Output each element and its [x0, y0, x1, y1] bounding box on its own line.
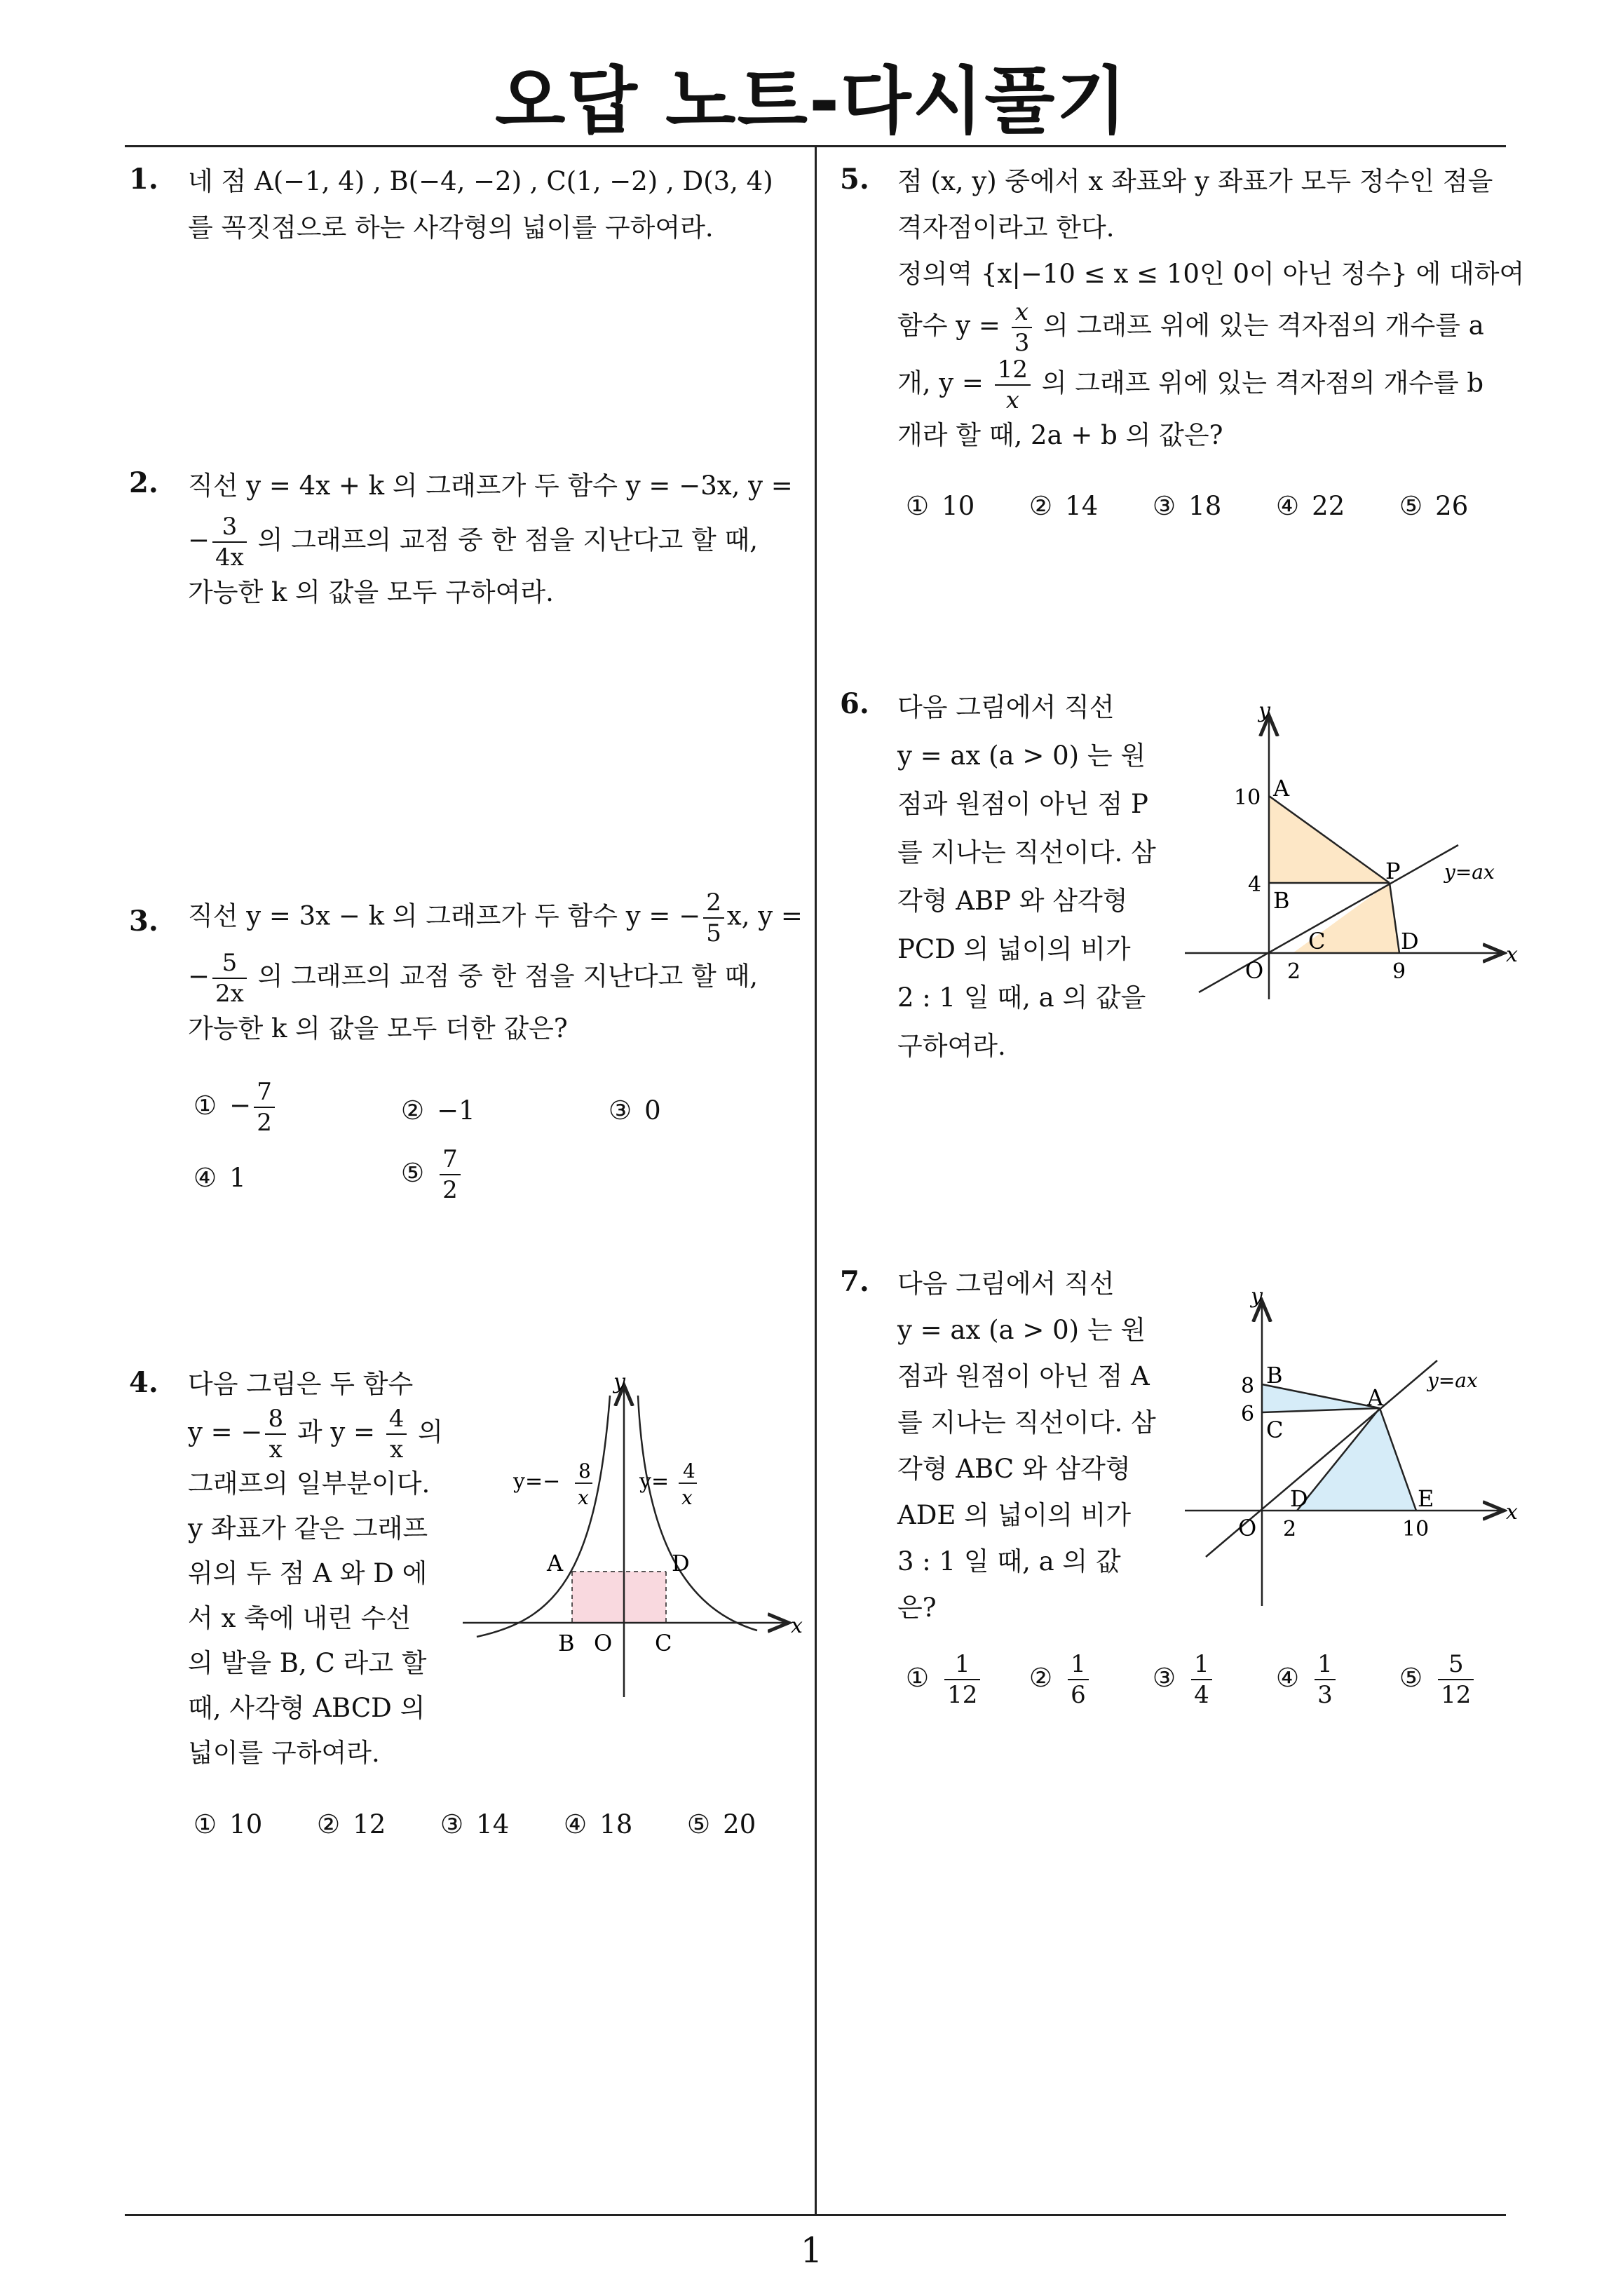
choice-value: 0 — [644, 1095, 661, 1126]
q3-minus: − — [188, 961, 210, 992]
tick-10: 10 — [1234, 785, 1261, 810]
point-b-label: B — [1266, 1362, 1283, 1389]
choice-num: 5 — [1438, 1652, 1474, 1680]
q5-text — [897, 158, 1525, 459]
q5-fraction-1 — [1012, 300, 1033, 355]
choice-mark: ① — [193, 1809, 217, 1839]
choice-mark: ③ — [1153, 1662, 1176, 1693]
y-axis-label: y — [613, 1370, 625, 1394]
q3-choice-2[interactable] — [401, 1095, 475, 1126]
choice-mark: ⑤ — [687, 1809, 711, 1839]
q5-line-1: 점 (x, y) 중에서 x 좌표와 y 좌표가 모두 정수인 점을 — [897, 166, 1493, 196]
q3-line-2-rest: 의 그래프의 교점 중 한 점을 지난다고 할 때, — [249, 961, 759, 992]
choice-den: 2 — [442, 1176, 458, 1204]
q4-line-1: 다음 그림은 두 함수 — [188, 1369, 414, 1399]
y-axis-label: y — [1251, 1284, 1263, 1309]
choice-value: 14 — [1065, 491, 1099, 521]
choice-fraction — [1438, 1652, 1474, 1707]
q4-eq1-pre: y = − — [188, 1417, 263, 1447]
q5-frac2-den: x — [1005, 386, 1019, 414]
choice-fraction — [1315, 1652, 1336, 1707]
q4-choice-1[interactable] — [193, 1809, 262, 1839]
point-c-label: C — [655, 1630, 672, 1656]
q3-line-1 — [188, 891, 805, 945]
choice-mark: ④ — [564, 1809, 588, 1839]
q5-choice-3[interactable] — [1153, 491, 1221, 521]
q5-line-3: 정의역 {x|−10 ≤ x ≤ 10인 0이 아닌 정수} 에 대하여 — [897, 259, 1525, 289]
bottom-rule — [125, 2214, 1506, 2216]
q5-frac1-den: 3 — [1014, 329, 1030, 357]
origin-label: O — [1245, 957, 1264, 984]
q4-line-7: 의 발을 B, C 라고 할 — [188, 1648, 427, 1678]
tick-10: 10 — [1402, 1517, 1430, 1541]
point-c-label: C — [1308, 928, 1326, 954]
label-left-den: x — [578, 1486, 589, 1509]
q5-line-5-post: 의 그래프 위에 있는 격자점의 개수를 b — [1033, 367, 1484, 398]
q2-line-2-rest: 의 그래프의 교점 중 한 점을 지난다고 할 때, — [249, 525, 759, 555]
q4-figure — [456, 1368, 806, 1711]
q2-line-2 — [188, 513, 805, 572]
q4-choice-4[interactable] — [564, 1809, 632, 1839]
q6-number: 6. — [840, 687, 869, 720]
q3-choices — [193, 1080, 810, 1220]
q4-frac1-den: x — [269, 1436, 283, 1464]
q7-line-4: 를 지나는 직선이다. 삼 — [897, 1407, 1156, 1438]
choice-mark: ④ — [1276, 1662, 1300, 1693]
choice-num: 1 — [1191, 1652, 1212, 1680]
q7-line-8: 은? — [897, 1593, 937, 1623]
q7-line-6: ADE 의 넓이의 비가 — [897, 1500, 1132, 1530]
q6-figure — [1178, 698, 1521, 1006]
choice-mark: ⑤ — [401, 1157, 425, 1188]
choice-mark: ③ — [1153, 491, 1176, 521]
q7-choice-1[interactable] — [906, 1652, 983, 1707]
q4-line-2-post: 의 — [409, 1417, 443, 1447]
choice-fraction — [1068, 1652, 1089, 1707]
q2-frac-den: 4x — [215, 543, 244, 572]
choice-value: 1 — [229, 1163, 246, 1193]
column-divider — [815, 145, 817, 2214]
choice-mark: ③ — [440, 1809, 464, 1839]
y-axis-label: y — [1258, 698, 1270, 723]
q5-fraction-2 — [995, 358, 1031, 412]
q4-text — [188, 1362, 454, 1776]
q4-frac2-den: x — [390, 1436, 404, 1464]
q3-text — [188, 891, 805, 1052]
q4-number: 4. — [129, 1366, 158, 1399]
q6-text — [897, 683, 1164, 1070]
x-axis-label: x — [1506, 1500, 1518, 1525]
q4-eq2-pre: 과 y = — [289, 1417, 383, 1447]
q7-line-5: 각형 ABC 와 삼각형 — [897, 1454, 1131, 1484]
x-axis-label: x — [1506, 943, 1518, 967]
q7-choices — [906, 1652, 1509, 1722]
q3-choice-5[interactable] — [401, 1147, 463, 1202]
point-c-label: C — [1266, 1417, 1284, 1443]
q4-choices — [193, 1809, 810, 1851]
q6-line-7: 2 : 1 일 때, a 의 값을 — [897, 982, 1146, 1013]
q5-line-4 — [897, 300, 1514, 355]
choice-value: 22 — [1312, 491, 1345, 521]
tick-6: 6 — [1241, 1402, 1255, 1426]
q4-frac2-num: 4 — [386, 1407, 407, 1435]
q7-line-2: y = ax (a > 0) 는 원 — [897, 1315, 1146, 1345]
point-b-label: B — [558, 1630, 575, 1656]
choice-value: 18 — [1188, 491, 1222, 521]
q5-choice-2[interactable] — [1029, 491, 1098, 521]
q4-frac1-num: 8 — [265, 1407, 286, 1435]
choice-num: 7 — [254, 1080, 275, 1108]
q4-fraction-2 — [386, 1405, 407, 1464]
q7-figure — [1178, 1276, 1521, 1613]
q1-number: 1. — [129, 163, 158, 196]
q2-text — [188, 463, 805, 616]
line-label: y=ax — [1444, 860, 1495, 884]
q5-line-6: 개라 할 때, 2a + b 의 값은? — [897, 420, 1223, 450]
q5-choice-5[interactable] — [1399, 491, 1468, 521]
choice-fraction — [440, 1147, 461, 1202]
q1-text — [188, 158, 805, 251]
choice-mark: ① — [906, 491, 930, 521]
choice-num: 1 — [1068, 1652, 1089, 1680]
choice-den: 6 — [1071, 1681, 1086, 1709]
point-d-label: D — [1401, 928, 1419, 954]
q3-frac1-num: 2 — [703, 891, 724, 919]
q3-choice-4[interactable] — [193, 1163, 246, 1193]
q3-fraction-1 — [703, 891, 724, 945]
q3-line-1-post: x, y = — [726, 900, 803, 931]
q4-fraction-1 — [265, 1405, 286, 1464]
q4-line-2 — [188, 1405, 454, 1464]
x-axis-label: x — [791, 1614, 803, 1638]
q3-frac1-den: 5 — [706, 919, 721, 947]
label-right-eq: y= — [639, 1469, 670, 1494]
q6-line-5: 각형 ABP 와 삼각형 — [897, 886, 1128, 916]
choice-mark: ② — [317, 1809, 341, 1839]
choice-fraction — [1191, 1652, 1212, 1707]
choice-mark: ③ — [609, 1095, 632, 1126]
choice-mark: ② — [1029, 491, 1053, 521]
q7-choice-2[interactable] — [1029, 1652, 1092, 1707]
q7-choice-4[interactable] — [1276, 1652, 1338, 1707]
choice-den: 12 — [947, 1681, 978, 1709]
choice-value: 10 — [942, 491, 975, 521]
choice-fraction — [254, 1080, 275, 1135]
choice-den: 2 — [257, 1109, 272, 1137]
choice-mark: ① — [193, 1090, 217, 1121]
q2-line-1: 직선 y = 4x + k 의 그래프가 두 함수 y = −3x, y = — [188, 471, 793, 501]
q2-line-3: 가능한 k 의 값을 모두 구하여라. — [188, 577, 554, 607]
q7-text — [897, 1261, 1164, 1631]
q6-line-4: 를 지나는 직선이다. 삼 — [897, 837, 1156, 867]
q5-choice-1[interactable] — [906, 491, 975, 521]
choice-den: 12 — [1441, 1681, 1472, 1709]
q5-choice-4[interactable] — [1276, 491, 1345, 521]
choice-mark: ① — [906, 1662, 930, 1693]
label-right-num: 4 — [683, 1459, 695, 1483]
choice-value: 12 — [353, 1809, 386, 1839]
q6-line-8: 구하여라. — [897, 1031, 1006, 1061]
q2-minus: − — [188, 525, 210, 555]
choice-value: 26 — [1435, 491, 1469, 521]
label-left-num: 8 — [578, 1459, 591, 1483]
q3-frac2-den: 2x — [215, 980, 244, 1008]
q3-line-2 — [188, 951, 805, 1006]
q3-frac2-num: 5 — [212, 951, 247, 979]
q5-choices — [906, 491, 1509, 533]
choice-value: 14 — [476, 1809, 510, 1839]
q4-line-8: 때, 사각형 ABCD 의 — [188, 1693, 426, 1723]
q4-line-5: 위의 두 점 A 와 D 에 — [188, 1558, 428, 1588]
origin-label: O — [1238, 1515, 1257, 1541]
point-d-label: D — [672, 1550, 690, 1576]
q2-number: 2. — [129, 466, 158, 499]
q7-number: 7. — [840, 1265, 869, 1298]
q3-line-3: 가능한 k 의 값을 모두 더한 값은? — [188, 1013, 568, 1044]
choice-fraction — [944, 1652, 980, 1707]
q3-choice-1[interactable] — [193, 1080, 278, 1135]
choice-value: 20 — [723, 1809, 756, 1839]
line-label: y=ax — [1427, 1369, 1478, 1392]
origin-label: O — [594, 1630, 613, 1656]
q5-frac2-num: 12 — [995, 358, 1031, 386]
choice-minus: − — [229, 1090, 252, 1121]
choice-mark: ⑤ — [1399, 491, 1423, 521]
choice-value: −1 — [437, 1095, 475, 1126]
q7-line-3: 점과 원점이 아닌 점 A — [897, 1361, 1150, 1391]
choice-den: 4 — [1194, 1681, 1209, 1709]
q5-line-5 — [897, 358, 1514, 412]
q5-line-2: 격자점이라고 한다. — [897, 212, 1115, 243]
q2-frac-num: 3 — [212, 515, 247, 543]
q3-fraction-2 — [212, 951, 247, 1006]
q6-line-2: y = ax (a > 0) 는 원 — [897, 741, 1146, 771]
choice-value: 10 — [229, 1809, 263, 1839]
tick-8: 8 — [1241, 1374, 1255, 1398]
q4-line-9: 넓이를 구하여라. — [188, 1738, 380, 1768]
point-e-label: E — [1418, 1485, 1434, 1512]
q5-line-4-pre: 함수 y = — [897, 310, 1009, 341]
choice-den: 3 — [1317, 1681, 1333, 1709]
q7-choice-5[interactable] — [1399, 1652, 1476, 1707]
q4-choice-5[interactable] — [687, 1809, 756, 1839]
choice-mark: ④ — [193, 1163, 217, 1193]
label-right-den: x — [681, 1486, 693, 1509]
choice-num: 7 — [440, 1147, 461, 1175]
q7-line-1: 다음 그림에서 직선 — [897, 1269, 1115, 1299]
q3-choice-3[interactable] — [609, 1095, 661, 1126]
choice-mark: ④ — [1276, 491, 1300, 521]
tick-2: 2 — [1283, 1517, 1297, 1541]
q7-line-7: 3 : 1 일 때, a 의 값 — [897, 1546, 1121, 1576]
choice-mark: ② — [1029, 1662, 1053, 1693]
choice-mark: ⑤ — [1399, 1662, 1423, 1693]
q4-rectangle-abcd — [572, 1572, 666, 1623]
q1-line-1: 네 점 A(−1, 4) , B(−4, −2) , C(1, −2) , D(3, 4) — [188, 166, 773, 196]
point-a-label: A — [1367, 1384, 1384, 1411]
point-a-label: A — [547, 1550, 564, 1576]
label-left-eq: y=− — [513, 1469, 561, 1494]
tick-4: 4 — [1248, 872, 1262, 897]
choice-num: 1 — [944, 1652, 980, 1680]
q2-fraction — [212, 513, 247, 572]
q5-number: 5. — [840, 163, 869, 196]
q6-line-1: 다음 그림에서 직선 — [897, 692, 1115, 722]
q4-line-6: 서 x 축에 내린 수선 — [188, 1603, 412, 1633]
point-d-label: D — [1290, 1485, 1308, 1512]
choice-mark: ② — [401, 1095, 425, 1126]
q4-line-4: y 좌표가 같은 그래프 — [188, 1513, 428, 1544]
q4-choice-2[interactable] — [317, 1809, 386, 1839]
point-p-label: P — [1385, 858, 1401, 884]
tick-2: 2 — [1287, 959, 1301, 984]
q4-choice-3[interactable] — [440, 1809, 509, 1839]
q3-line-1-pre: 직선 y = 3x − k 의 그래프가 두 함수 y = − — [188, 900, 701, 931]
page-number: 1 — [800, 2230, 823, 2271]
page-title: 오답 노트-다시풀기 — [494, 58, 1129, 144]
q5-line-5-pre: 개, y = — [897, 367, 992, 398]
tick-9: 9 — [1392, 959, 1406, 984]
q1-line-2: 를 꼭짓점으로 하는 사각형의 넓이를 구하여라. — [188, 212, 714, 243]
q4-line-3: 그래프의 일부분이다. — [188, 1468, 430, 1499]
point-b-label: B — [1273, 887, 1290, 914]
point-a-label: A — [1273, 775, 1290, 802]
q5-frac1-num: x — [1012, 300, 1033, 328]
choice-num: 1 — [1315, 1652, 1336, 1680]
q7-choice-3[interactable] — [1153, 1652, 1215, 1707]
q6-line-6: PCD 의 넓이의 비가 — [897, 934, 1131, 964]
choice-value: 18 — [599, 1809, 633, 1839]
q5-line-4-post: 의 그래프 위에 있는 격자점의 개수를 a — [1035, 310, 1484, 341]
q3-number: 3. — [129, 905, 158, 938]
q6-line-3: 점과 원점이 아닌 점 P — [897, 789, 1148, 819]
